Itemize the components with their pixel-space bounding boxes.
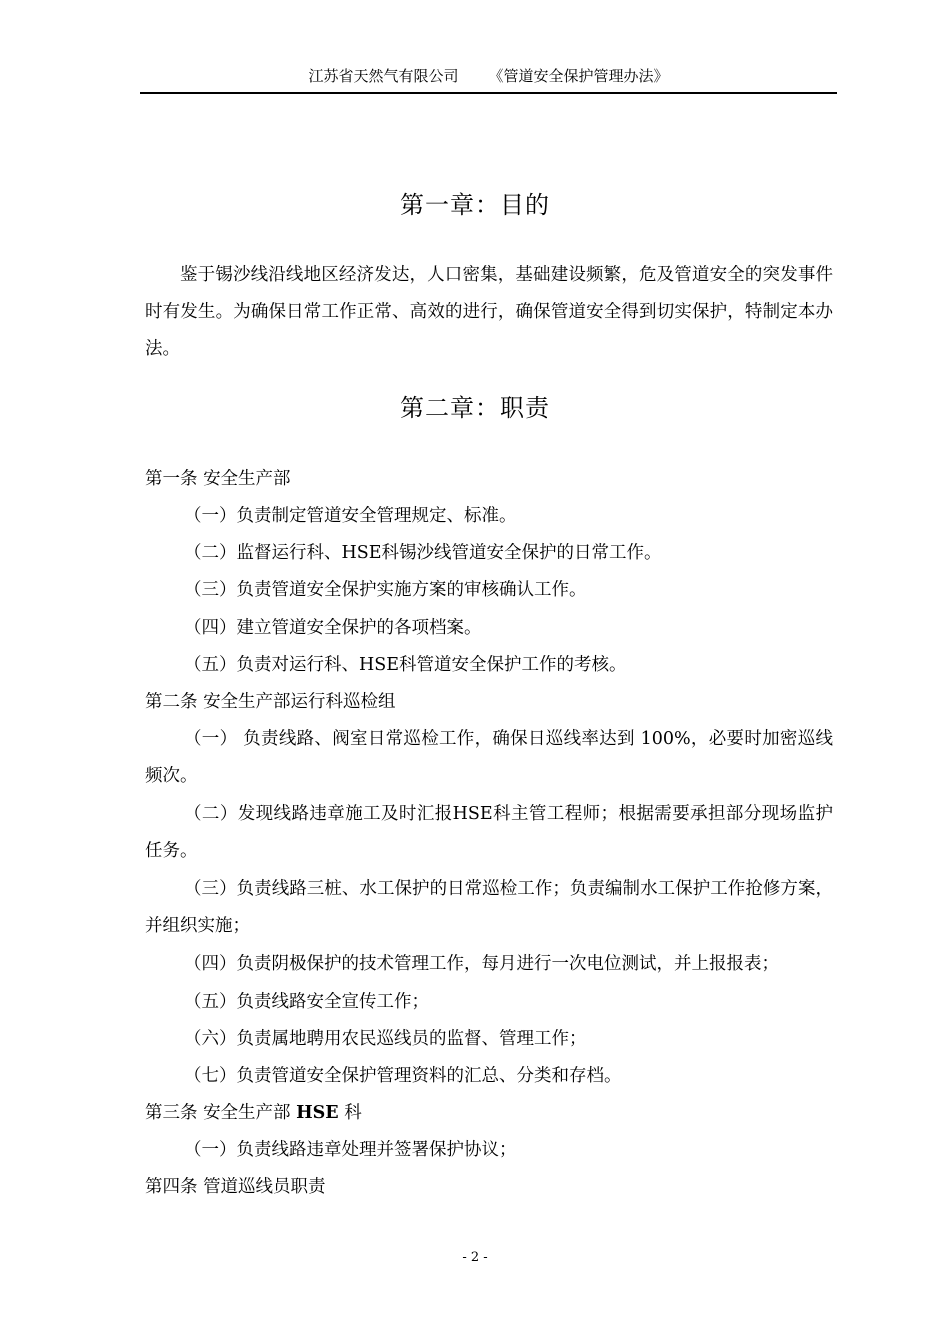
header-doc-title: 《管道安全保护管理办法》 [488,67,669,85]
page-header [140,66,837,94]
chapter-1-title: 第一章：目的 [400,191,550,219]
page-number: - 2 - [462,1250,488,1265]
article-3-title-bold: HSE [296,1103,339,1123]
article-2-item-1: （一） 负责线路、阀室日常巡检工作，确保日巡线率达到 100%，必要时加密巡线频次。 [145,729,833,786]
article-3-title-prefix: 第三条 安全生产部 [145,1103,297,1123]
article-1-item-2: （二）监督运行科、HSE科锡沙线管道安全保护的日常工作。 [184,543,662,563]
article-2-item-4: （四）负责阴极保护的技术管理工作，每月进行一次电位测试，并上报报表； [184,954,779,974]
header-company: 江苏省天然气有限公司 [308,67,459,85]
article-2-item-3: （三）负责线路三桩、水工保护的日常巡检工作；负责编制水工保护工作抢修方案，并组织实施； [145,879,833,936]
article-1-item-3: （三）负责管道安全保护实施方案的审核确认工作。 [184,580,587,600]
article-2-item-5: （五）负责线路安全宣传工作； [184,992,429,1012]
article-3-title [145,1101,362,1125]
article-2-item-7: （七）负责管道安全保护管理资料的汇总、分类和存档。 [184,1066,622,1086]
article-2-item-2: （二）发现线路违章施工及时汇报HSE科主管工程师；根据需要承担部分现场监护任务。 [145,804,833,861]
article-1-item-1: （一）负责制定管道安全管理规定、标准。 [184,506,517,526]
article-3-title-suffix: 科 [338,1103,362,1123]
article-2-item-6: （六）负责属地聘用农民巡线员的监督、管理工作； [184,1029,587,1049]
article-1-item-5: （五）负责对运行科、HSE科管道安全保护工作的考核。 [184,655,627,675]
chapter-1-body: 鉴于锡沙线沿线地区经济发达，人口密集，基础建设频繁，危及管道安全的突发事件时有发生。为确保日常工作正常、高效的进行，确保管道安全得到切实保护，特制定本办法。 [145,265,833,359]
article-4-title: 第四条 管道巡线员职责 [145,1177,326,1197]
article-1-title: 第一条 安全生产部 [145,469,291,489]
article-2-title: 第二条 安全生产部运行科巡检组 [145,692,396,712]
article-1-item-4: （四）建立管道安全保护的各项档案。 [184,618,482,638]
article-3-item-1: （一）负责线路违章处理并签署保护协议； [184,1140,517,1160]
chapter-2-title: 第二章：职责 [400,394,550,422]
